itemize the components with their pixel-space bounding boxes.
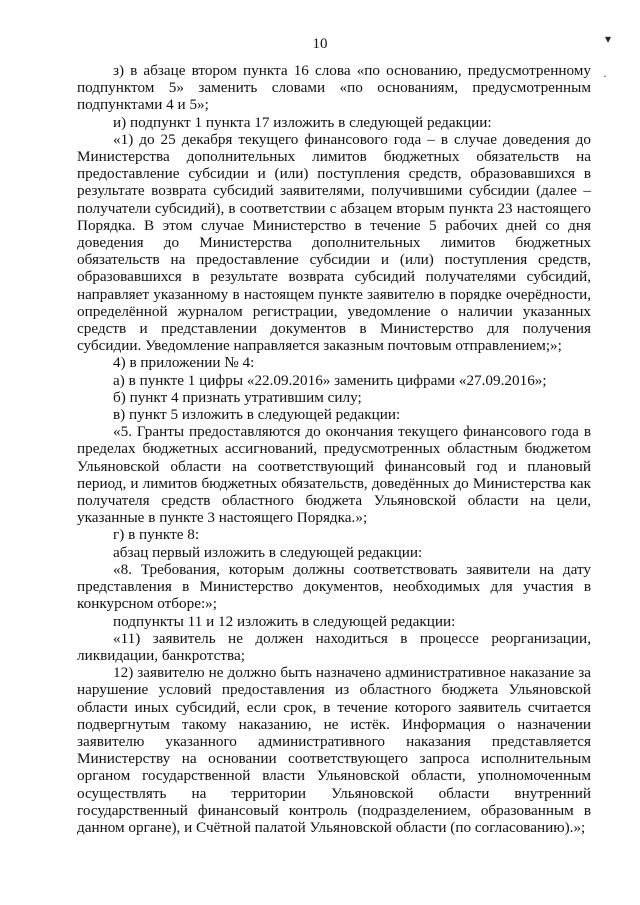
- paragraph-4: 4) в приложении № 4:: [113, 354, 255, 372]
- paragraph-point-8: «8. Требования, которым должны соответствовать заявители на дату представления в Министерство документов, необходимых для участия в конкурсном отборе:»;: [77, 560, 591, 613]
- paragraph-subpoint-12: 12) заявителю не должно быть назначено административное наказание за нарушение условий предоставления из областного бюджета Ульяновской области иных субсидий, если срок, в течение которого заявитель считается подвергнутым такому наказанию, не истёк. Информация о назначении заявителю указанного административного наказания представляется Министерству на основании соответствующего запроса исполнительным органом государственной власти Ульяновской области, уполномоченным осуществлять на территории Ульяновской области внутренний государственный финансовый контроль (подразделением, образованным в данном органе), и Счётной палатой Ульяновской области (по согласованию).»;: [77, 664, 591, 836]
- paragraph-a: а) в пункте 1 цифры «22.09.2016» заменить цифрами «27.09.2016»;: [113, 371, 547, 389]
- paragraph-i: и) подпункт 1 пункта 17 изложить в следующей редакции:: [113, 113, 492, 131]
- paragraph-g: г) в пункте 8:: [113, 526, 200, 544]
- paragraph-subpoint-11: «11) заявитель не должен находиться в процессе реорганизации, ликвидации, банкротства;: [77, 629, 591, 664]
- page-number: 10: [312, 36, 328, 52]
- paragraph-point-5: «5. Гранты предоставляются до окончания текущего финансового года в пределах бюджетных ассигнований, предусмотренных областным бюджетом Ульяновской области на соответствующий финансовый год и плановый период, и лимитов бюджетных обязательств, доведённых до Министерства как получателя средств областного бюджета Ульяновской области на цели, указанные в пункте 3 настоящего Порядка.»;: [77, 423, 591, 527]
- paragraph-z: з) в абзаце втором пункта 16 слова «по основанию, предусмотренному подпунктом 5» заменить словами «по основаниям, предусмотренным подпунктами 4 и 5»;: [77, 62, 591, 114]
- margin-mark-side: ·: [603, 69, 607, 83]
- paragraph-first-abzac: абзац первый изложить в следующей редакции:: [113, 543, 423, 561]
- paragraph-v: в) пункт 5 изложить в следующей редакции:: [113, 406, 401, 424]
- document-body: [77, 62, 591, 836]
- paragraph-b: б) пункт 4 признать утратившим силу;: [113, 388, 362, 406]
- margin-mark-top: ▾: [605, 32, 612, 46]
- paragraph-subpoint-1: «1) до 25 декабря текущего финансового года – в случае доведения до Министерства дополнительных лимитов бюджетных обязательств на предоставление субсидии и (или) поступления средств, образовавшихся в результате возврата субсидий заявителями, получившими субсидии (далее – получатели субсидий), в соответствии с абзацем вторым пункта 23 настоящего Порядка. В этом случае Министерство в течение 5 рабочих дней со дня доведения до Министерства дополнительных лимитов бюджетных обязательств на предоставление субсидии и (или) поступления средств, образовавшихся в результате возврата субсидий получателями субсидий, направляет указанному в настоящем пункте заявителю в порядке очерёдности, определённой журналом регистрации, уведомление о наличии указанных средств и представлении документов в Министерство для получения субсидии. Уведомление направляется заказным почтовым отправлением;»;: [77, 130, 591, 355]
- paragraph-subpoints-11-12: подпункты 11 и 12 изложить в следующей редакции:: [113, 612, 456, 630]
